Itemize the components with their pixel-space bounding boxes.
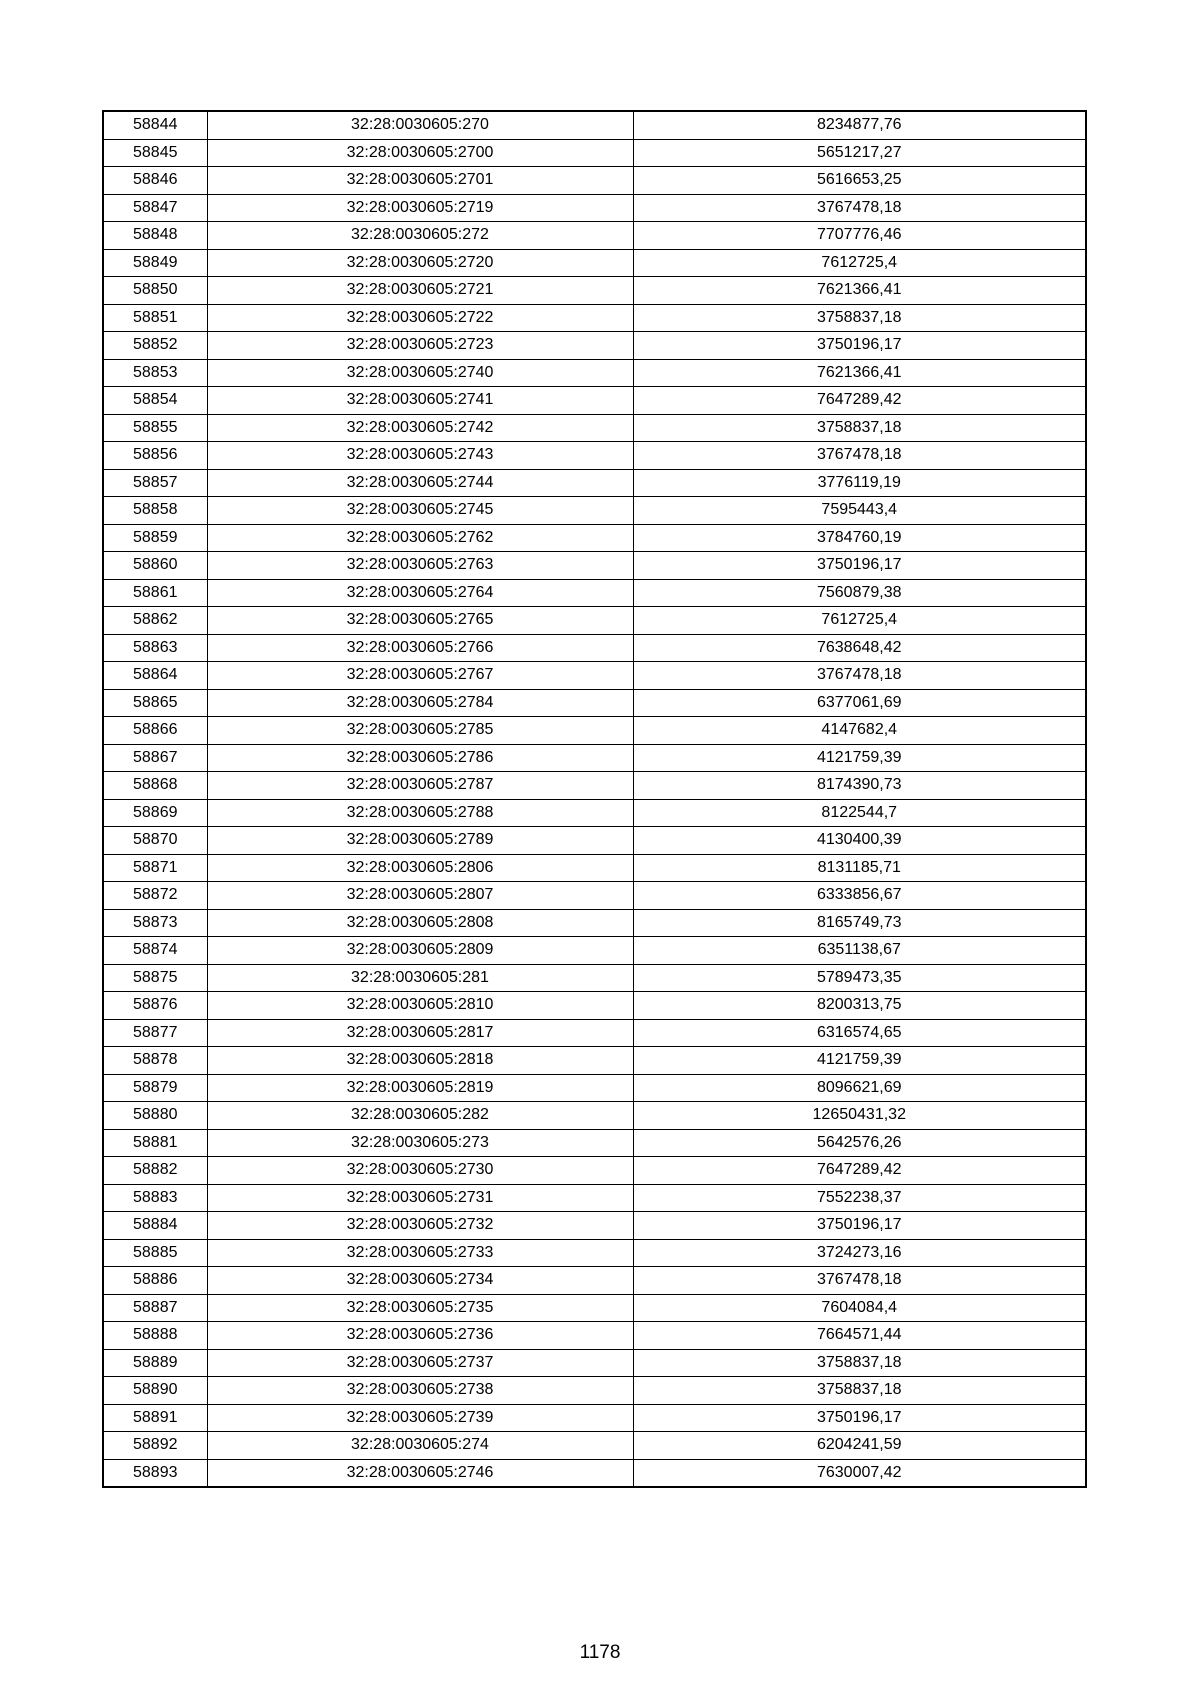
value-cell: 8200313,75 xyxy=(633,992,1086,1020)
cadastral-number-cell: 32:28:0030605:2731 xyxy=(207,1184,633,1212)
table-row xyxy=(103,249,1086,277)
value-cell: 7552238,37 xyxy=(633,1184,1086,1212)
table-row xyxy=(103,167,1086,195)
value-cell: 8131185,71 xyxy=(633,854,1086,882)
cadastral-number-cell: 32:28:0030605:2807 xyxy=(207,882,633,910)
row-number-cell: 58890 xyxy=(103,1377,207,1405)
row-number-cell: 58851 xyxy=(103,304,207,332)
value-cell: 4121759,39 xyxy=(633,1047,1086,1075)
row-number-cell: 58874 xyxy=(103,937,207,965)
table-row xyxy=(103,111,1086,139)
table-row xyxy=(103,1239,1086,1267)
row-number-cell: 58871 xyxy=(103,854,207,882)
table-row xyxy=(103,1157,1086,1185)
cadastral-number-cell: 32:28:0030605:2806 xyxy=(207,854,633,882)
table-row xyxy=(103,1322,1086,1350)
row-number-cell: 58892 xyxy=(103,1432,207,1460)
row-number-cell: 58855 xyxy=(103,414,207,442)
value-cell: 6351138,67 xyxy=(633,937,1086,965)
row-number-cell: 58873 xyxy=(103,909,207,937)
value-cell: 3750196,17 xyxy=(633,552,1086,580)
cadastral-number-cell: 32:28:0030605:2700 xyxy=(207,139,633,167)
row-number-cell: 58867 xyxy=(103,744,207,772)
cadastral-number-cell: 32:28:0030605:2743 xyxy=(207,442,633,470)
value-cell: 7664571,44 xyxy=(633,1322,1086,1350)
cadastral-number-cell: 32:28:0030605:270 xyxy=(207,111,633,139)
row-number-cell: 58850 xyxy=(103,277,207,305)
table-row xyxy=(103,469,1086,497)
cadastral-number-cell: 32:28:0030605:2808 xyxy=(207,909,633,937)
table-row xyxy=(103,1047,1086,1075)
value-cell: 8174390,73 xyxy=(633,772,1086,800)
table-row xyxy=(103,139,1086,167)
table-row xyxy=(103,992,1086,1020)
value-cell: 3758837,18 xyxy=(633,1349,1086,1377)
row-number-cell: 58879 xyxy=(103,1074,207,1102)
cadastral-number-cell: 32:28:0030605:2809 xyxy=(207,937,633,965)
row-number-cell: 58883 xyxy=(103,1184,207,1212)
table-row xyxy=(103,1432,1086,1460)
cadastral-number-cell: 32:28:0030605:2722 xyxy=(207,304,633,332)
cadastral-number-cell: 32:28:0030605:2736 xyxy=(207,1322,633,1350)
value-cell: 4147682,4 xyxy=(633,717,1086,745)
cadastral-number-cell: 32:28:0030605:2723 xyxy=(207,332,633,360)
cadastral-number-cell: 32:28:0030605:2763 xyxy=(207,552,633,580)
value-cell: 5651217,27 xyxy=(633,139,1086,167)
value-cell: 3776119,19 xyxy=(633,469,1086,497)
cadastral-number-cell: 32:28:0030605:2744 xyxy=(207,469,633,497)
cadastral-number-cell: 32:28:0030605:2786 xyxy=(207,744,633,772)
row-number-cell: 58844 xyxy=(103,111,207,139)
row-number-cell: 58870 xyxy=(103,827,207,855)
table-row xyxy=(103,414,1086,442)
table-row xyxy=(103,634,1086,662)
cadastral-number-cell: 32:28:0030605:2767 xyxy=(207,662,633,690)
table-row xyxy=(103,882,1086,910)
value-cell: 3750196,17 xyxy=(633,332,1086,360)
table-row xyxy=(103,579,1086,607)
table-row xyxy=(103,1184,1086,1212)
cadastral-number-cell: 32:28:0030605:2741 xyxy=(207,387,633,415)
cadastral-number-cell: 32:28:0030605:2765 xyxy=(207,607,633,635)
row-number-cell: 58876 xyxy=(103,992,207,1020)
table-body xyxy=(103,111,1086,1487)
table-row xyxy=(103,497,1086,525)
cadastral-number-cell: 32:28:0030605:2740 xyxy=(207,359,633,387)
table-row xyxy=(103,964,1086,992)
value-cell: 7595443,4 xyxy=(633,497,1086,525)
table-row xyxy=(103,1129,1086,1157)
row-number-cell: 58856 xyxy=(103,442,207,470)
cadastral-number-cell: 32:28:0030605:2735 xyxy=(207,1294,633,1322)
table-row xyxy=(103,222,1086,250)
table-row xyxy=(103,799,1086,827)
table-row xyxy=(103,359,1086,387)
value-cell: 7604084,4 xyxy=(633,1294,1086,1322)
row-number-cell: 58868 xyxy=(103,772,207,800)
row-number-cell: 58891 xyxy=(103,1404,207,1432)
cadastral-number-cell: 32:28:0030605:2746 xyxy=(207,1459,633,1487)
value-cell: 8096621,69 xyxy=(633,1074,1086,1102)
cadastral-number-cell: 32:28:0030605:2819 xyxy=(207,1074,633,1102)
row-number-cell: 58861 xyxy=(103,579,207,607)
cadastral-number-cell: 32:28:0030605:2701 xyxy=(207,167,633,195)
value-cell: 7707776,46 xyxy=(633,222,1086,250)
value-cell: 3758837,18 xyxy=(633,304,1086,332)
value-cell: 3784760,19 xyxy=(633,524,1086,552)
table-row xyxy=(103,1074,1086,1102)
cadastral-number-cell: 32:28:0030605:273 xyxy=(207,1129,633,1157)
table-row xyxy=(103,854,1086,882)
cadastral-number-cell: 32:28:0030605:2784 xyxy=(207,689,633,717)
value-cell: 7612725,4 xyxy=(633,249,1086,277)
cadastral-number-cell: 32:28:0030605:2788 xyxy=(207,799,633,827)
cadastral-number-cell: 32:28:0030605:2766 xyxy=(207,634,633,662)
value-cell: 3767478,18 xyxy=(633,194,1086,222)
table-row xyxy=(103,1212,1086,1240)
table-row xyxy=(103,1267,1086,1295)
value-cell: 3767478,18 xyxy=(633,662,1086,690)
row-number-cell: 58878 xyxy=(103,1047,207,1075)
value-cell: 6333856,67 xyxy=(633,882,1086,910)
value-cell: 3724273,16 xyxy=(633,1239,1086,1267)
row-number-cell: 58854 xyxy=(103,387,207,415)
value-cell: 5789473,35 xyxy=(633,964,1086,992)
value-cell: 12650431,32 xyxy=(633,1102,1086,1130)
row-number-cell: 58865 xyxy=(103,689,207,717)
cadastral-number-cell: 32:28:0030605:2733 xyxy=(207,1239,633,1267)
row-number-cell: 58880 xyxy=(103,1102,207,1130)
value-cell: 8165749,73 xyxy=(633,909,1086,937)
row-number-cell: 58853 xyxy=(103,359,207,387)
cadastral-number-cell: 32:28:0030605:2742 xyxy=(207,414,633,442)
row-number-cell: 58859 xyxy=(103,524,207,552)
cadastral-number-cell: 32:28:0030605:2789 xyxy=(207,827,633,855)
row-number-cell: 58872 xyxy=(103,882,207,910)
value-cell: 7612725,4 xyxy=(633,607,1086,635)
row-number-cell: 58887 xyxy=(103,1294,207,1322)
row-number-cell: 58884 xyxy=(103,1212,207,1240)
cadastral-number-cell: 32:28:0030605:2764 xyxy=(207,579,633,607)
cadastral-number-cell: 32:28:0030605:2785 xyxy=(207,717,633,745)
value-cell: 7630007,42 xyxy=(633,1459,1086,1487)
table-row xyxy=(103,744,1086,772)
value-cell: 3758837,18 xyxy=(633,1377,1086,1405)
table-row xyxy=(103,1102,1086,1130)
cadastral-number-cell: 32:28:0030605:2721 xyxy=(207,277,633,305)
value-cell: 7638648,42 xyxy=(633,634,1086,662)
table-row xyxy=(103,717,1086,745)
row-number-cell: 58875 xyxy=(103,964,207,992)
row-number-cell: 58857 xyxy=(103,469,207,497)
row-number-cell: 58882 xyxy=(103,1157,207,1185)
cadastral-number-cell: 32:28:0030605:2734 xyxy=(207,1267,633,1295)
row-number-cell: 58845 xyxy=(103,139,207,167)
row-number-cell: 58893 xyxy=(103,1459,207,1487)
value-cell: 7647289,42 xyxy=(633,387,1086,415)
row-number-cell: 58852 xyxy=(103,332,207,360)
value-cell: 4121759,39 xyxy=(633,744,1086,772)
value-cell: 6377061,69 xyxy=(633,689,1086,717)
table-row xyxy=(103,772,1086,800)
cadastral-number-cell: 32:28:0030605:2732 xyxy=(207,1212,633,1240)
value-cell: 7560879,38 xyxy=(633,579,1086,607)
data-table xyxy=(102,110,1087,1488)
cadastral-number-cell: 32:28:0030605:2818 xyxy=(207,1047,633,1075)
row-number-cell: 58889 xyxy=(103,1349,207,1377)
row-number-cell: 58886 xyxy=(103,1267,207,1295)
cadastral-number-cell: 32:28:0030605:282 xyxy=(207,1102,633,1130)
value-cell: 8122544,7 xyxy=(633,799,1086,827)
table-row xyxy=(103,827,1086,855)
table-row xyxy=(103,442,1086,470)
cadastral-number-cell: 32:28:0030605:2730 xyxy=(207,1157,633,1185)
row-number-cell: 58866 xyxy=(103,717,207,745)
row-number-cell: 58846 xyxy=(103,167,207,195)
table-row xyxy=(103,909,1086,937)
cadastral-number-cell: 32:28:0030605:274 xyxy=(207,1432,633,1460)
table-row xyxy=(103,277,1086,305)
row-number-cell: 58849 xyxy=(103,249,207,277)
value-cell: 3750196,17 xyxy=(633,1212,1086,1240)
table-row xyxy=(103,524,1086,552)
row-number-cell: 58864 xyxy=(103,662,207,690)
value-cell: 3767478,18 xyxy=(633,1267,1086,1295)
cadastral-number-cell: 32:28:0030605:2817 xyxy=(207,1019,633,1047)
cadastral-number-cell: 32:28:0030605:2739 xyxy=(207,1404,633,1432)
row-number-cell: 58862 xyxy=(103,607,207,635)
table-row xyxy=(103,1459,1086,1487)
value-cell: 4130400,39 xyxy=(633,827,1086,855)
cadastral-number-cell: 32:28:0030605:2720 xyxy=(207,249,633,277)
table-row xyxy=(103,194,1086,222)
table-row xyxy=(103,1019,1086,1047)
table-row xyxy=(103,304,1086,332)
value-cell: 5642576,26 xyxy=(633,1129,1086,1157)
value-cell: 5616653,25 xyxy=(633,167,1086,195)
cadastral-number-cell: 32:28:0030605:2787 xyxy=(207,772,633,800)
row-number-cell: 58858 xyxy=(103,497,207,525)
table-row xyxy=(103,1404,1086,1432)
cadastral-number-cell: 32:28:0030605:2745 xyxy=(207,497,633,525)
value-cell: 3767478,18 xyxy=(633,442,1086,470)
cadastral-number-cell: 32:28:0030605:281 xyxy=(207,964,633,992)
table-row xyxy=(103,689,1086,717)
table-row xyxy=(103,607,1086,635)
cadastral-number-cell: 32:28:0030605:2810 xyxy=(207,992,633,1020)
table-row xyxy=(103,387,1086,415)
table-row xyxy=(103,662,1086,690)
table-row xyxy=(103,1349,1086,1377)
value-cell: 7621366,41 xyxy=(633,277,1086,305)
row-number-cell: 58881 xyxy=(103,1129,207,1157)
cadastral-number-cell: 32:28:0030605:2719 xyxy=(207,194,633,222)
cadastral-number-cell: 32:28:0030605:272 xyxy=(207,222,633,250)
value-cell: 6316574,65 xyxy=(633,1019,1086,1047)
row-number-cell: 58860 xyxy=(103,552,207,580)
row-number-cell: 58847 xyxy=(103,194,207,222)
value-cell: 6204241,59 xyxy=(633,1432,1086,1460)
value-cell: 8234877,76 xyxy=(633,111,1086,139)
row-number-cell: 58877 xyxy=(103,1019,207,1047)
value-cell: 7621366,41 xyxy=(633,359,1086,387)
row-number-cell: 58885 xyxy=(103,1239,207,1267)
value-cell: 3750196,17 xyxy=(633,1404,1086,1432)
value-cell: 3758837,18 xyxy=(633,414,1086,442)
row-number-cell: 58863 xyxy=(103,634,207,662)
value-cell: 7647289,42 xyxy=(633,1157,1086,1185)
cadastral-number-cell: 32:28:0030605:2762 xyxy=(207,524,633,552)
row-number-cell: 58888 xyxy=(103,1322,207,1350)
table-row xyxy=(103,332,1086,360)
row-number-cell: 58869 xyxy=(103,799,207,827)
table-row xyxy=(103,552,1086,580)
table-row xyxy=(103,1294,1086,1322)
table-row xyxy=(103,937,1086,965)
page-number: 1178 xyxy=(579,1642,621,1663)
cadastral-number-cell: 32:28:0030605:2737 xyxy=(207,1349,633,1377)
table-row xyxy=(103,1377,1086,1405)
cadastral-number-cell: 32:28:0030605:2738 xyxy=(207,1377,633,1405)
row-number-cell: 58848 xyxy=(103,222,207,250)
